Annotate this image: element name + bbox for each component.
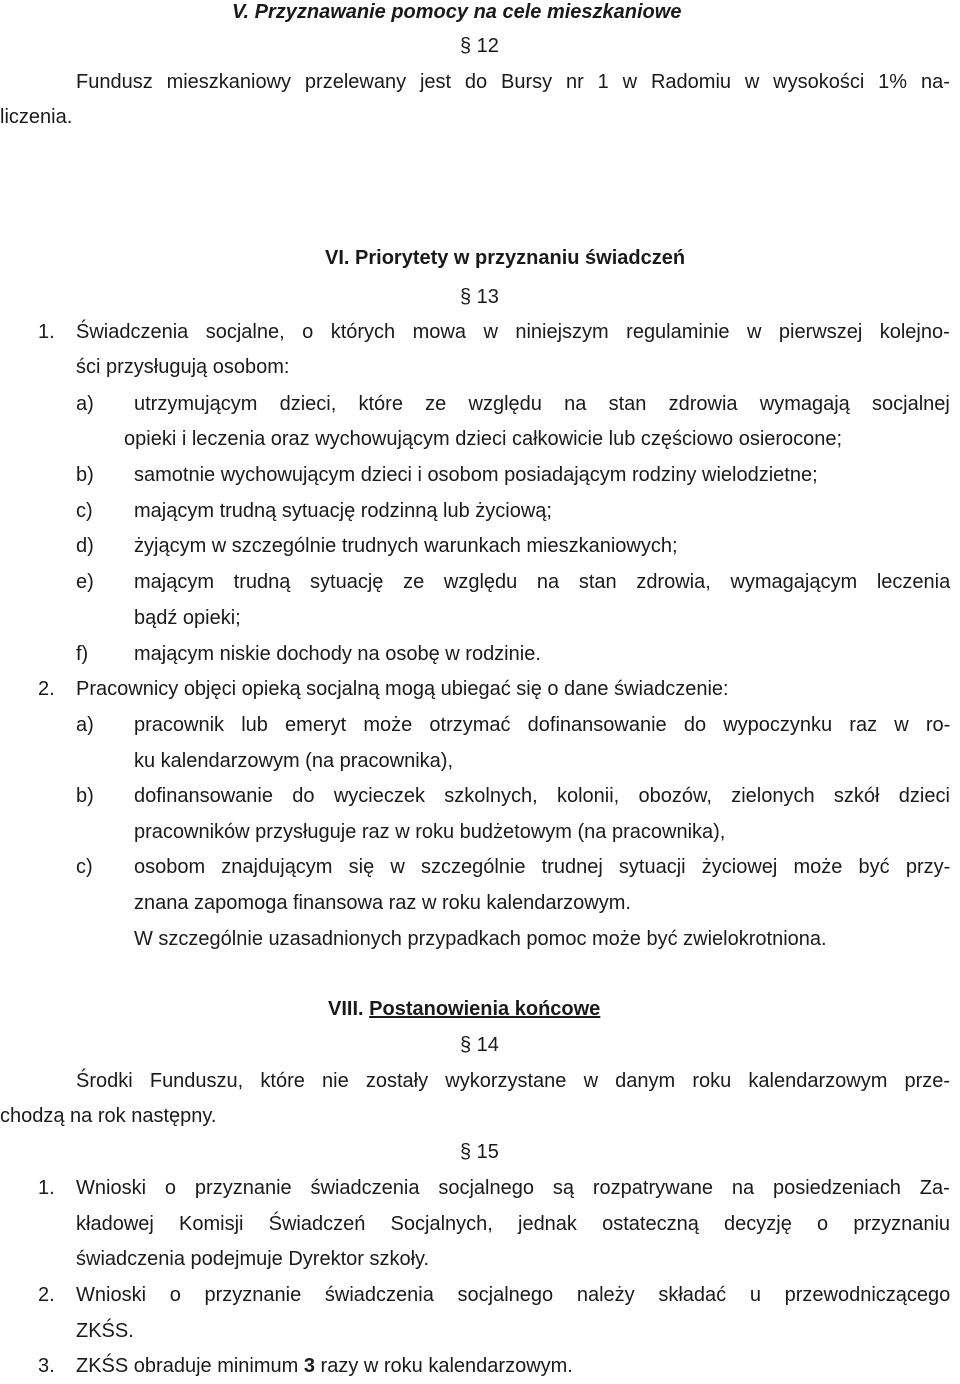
paragraph-15-marker: § 15 — [460, 1141, 499, 1163]
paragraph-14-marker: § 14 — [460, 1034, 499, 1056]
p15-item-3-count: 3 — [303, 1355, 315, 1377]
paragraph-14-line-2: chodzą na rok następny. — [0, 1105, 217, 1127]
item-2a-marker: a) — [76, 714, 94, 736]
item-2a-line-2: ku kalendarzowym (na pracownika), — [134, 750, 454, 772]
section-viii-title: Postanowienia końcowe — [369, 998, 601, 1020]
p15-item-1-number: 1. — [38, 1177, 55, 1199]
p15-item-1-line-2: kładowej Komisji Świadczeń Socjalnych, jednak ostateczną decyzję o przyznaniu — [76, 1213, 951, 1235]
item-1a-marker: a) — [76, 393, 94, 415]
p15-item-1-line-3: świadczenia podejmuje Dyrektor szkoły. — [76, 1248, 430, 1270]
item-1f-line-1: mającym niskie dochody na osobę w rodzinie. — [134, 643, 541, 665]
item-2-number: 2. — [38, 678, 55, 700]
p15-item-2-line-2: ZKŚS. — [76, 1320, 134, 1342]
p15-item-3-number: 3. — [38, 1355, 55, 1377]
item-1a-line-2: opieki i leczenia oraz wychowującym dzieci całkowicie lub częściowo osierocone; — [124, 428, 843, 450]
item-2b-line-1: dofinansowanie do wycieczek szkolnych, kolonii, obozów, zielonych szkół dzieci — [134, 785, 950, 807]
item-1e-line-1: mającym trudną sytuację ze względu na stan zdrowia, wymagającym leczenia — [134, 571, 951, 593]
item-1a-line-1: utrzymującym dzieci, które ze względu na stan zdrowia wymagają socjalnej — [134, 393, 950, 415]
item-1c-marker: c) — [76, 500, 93, 522]
section-v-text-line-1: Fundusz mieszkaniowy przelewany jest do Bursy nr 1 w Radomiu w wysokości 1% na- — [76, 71, 950, 93]
item-2c-line-2: znana zapomoga finansowa raz w roku kalendarzowym. — [134, 892, 631, 914]
item-1-line-1: Świadczenia socjalne, o których mowa w niniejszym regulaminie w pierwszej kolejno- — [76, 321, 950, 343]
item-1e-line-2: bądź opieki; — [134, 607, 241, 629]
item-1e-marker: e) — [76, 571, 94, 593]
item-2c-line-3: W szczególnie uzasadnionych przypadkach pomoc może być zwielokrotniona. — [134, 928, 827, 950]
item-2b-line-2: pracowników przysługuje raz w roku budżetowym (na pracownika), — [134, 821, 726, 843]
item-1b-marker: b) — [76, 464, 94, 486]
p15-item-3-text-post: razy w roku kalendarzowym. — [315, 1355, 573, 1377]
p15-item-1-line-1: Wnioski o przyznanie świadczenia socjalnego są rozpatrywane na posiedzeniach Za- — [76, 1177, 950, 1199]
item-1d-marker: d) — [76, 535, 94, 557]
paragraph-12-marker: § 12 — [460, 35, 499, 57]
paragraph-13-marker: § 13 — [460, 286, 499, 308]
item-2-line-1: Pracownicy objęci opieką socjalną mogą ubiegać się o dane świadczenie: — [76, 678, 729, 700]
item-2b-marker: b) — [76, 785, 94, 807]
item-1c-line-1: mającym trudną sytuację rodzinną lub życiową; — [134, 500, 552, 522]
item-2c-line-1: osobom znajdującym się w szczególnie trudnej sytuacji życiowej może być przy- — [134, 856, 951, 878]
section-vi-heading: VI. Priorytety w przyznaniu świadczeń — [325, 247, 686, 269]
section-viii-heading — [328, 991, 600, 1027]
p15-item-2-number: 2. — [38, 1284, 55, 1306]
item-1d-line-1: żyjącym w szczególnie trudnych warunkach mieszkaniowych; — [134, 535, 678, 557]
item-1-line-2: ści przysługują osobom: — [76, 356, 290, 378]
p15-item-2-line-1: Wnioski o przyznanie świadczenia socjalnego należy składać u przewodniczącego — [76, 1284, 951, 1306]
item-2a-line-1: pracownik lub emeryt może otrzymać dofinansowanie do wypoczynku raz w ro- — [134, 714, 951, 736]
section-v-heading: V. Przyznawanie pomocy na cele mieszkaniowe — [232, 1, 682, 23]
section-viii-number: VIII. — [328, 998, 364, 1020]
p15-item-3-text-pre: ZKŚS obraduje minimum — [76, 1355, 304, 1377]
item-2c-marker: c) — [76, 856, 93, 878]
item-1f-marker: f) — [76, 643, 89, 665]
item-1-number: 1. — [38, 321, 55, 343]
section-v-text-line-2: liczenia. — [0, 106, 73, 128]
paragraph-14-line-1: Środki Funduszu, które nie zostały wykorzystane w danym roku kalendarzowym prze- — [76, 1070, 951, 1092]
item-1b-line-1: samotnie wychowującym dzieci i osobom posiadającym rodziny wielodzietne; — [134, 464, 818, 486]
